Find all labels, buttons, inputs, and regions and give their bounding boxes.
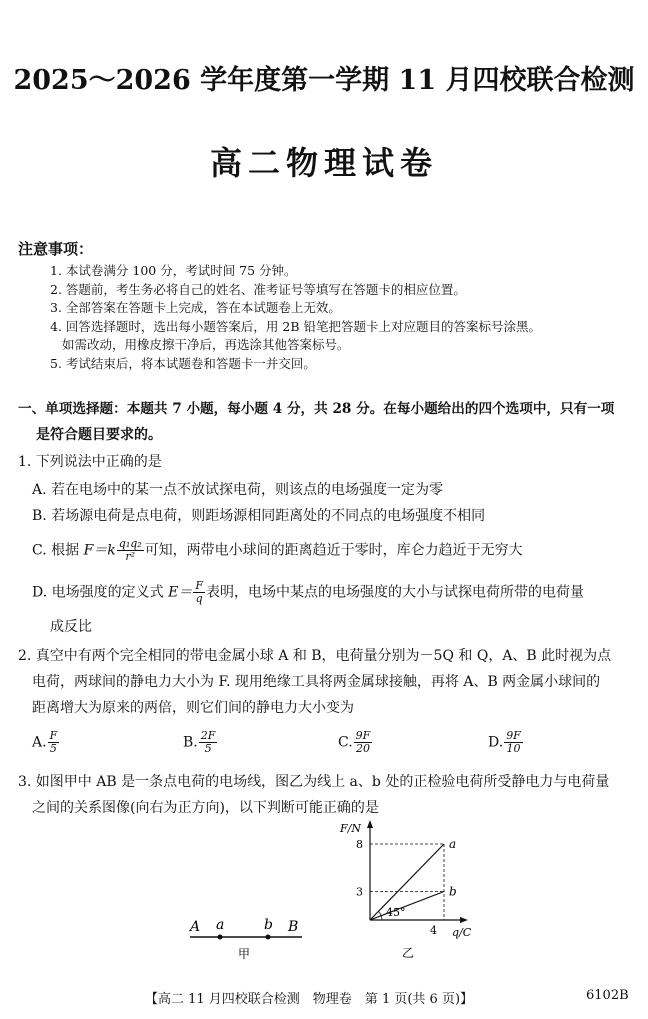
q1-option-b: B. 若场源电荷是点电荷，则距场源相同距离处的不同点的电场强度不相同 <box>32 508 486 524</box>
section-line: 一、单项选择题：本题共 7 小题，每小题 4 分，共 28 分。在每小题给出的四个选项中，只有一项 <box>18 401 615 417</box>
ylabel: F/N <box>340 822 361 835</box>
frac-num: 9F <box>506 729 521 742</box>
q2-option-label: A. <box>32 734 47 751</box>
note-item: 3. 全部答案在答题卡上完成，答在本试题卷上无效。 <box>50 300 341 315</box>
xlabel: q/C <box>452 926 472 939</box>
q2-line: 距离增大为原来的两倍，则它们间的静电力大小变为 <box>32 700 354 716</box>
q2-option-b <box>183 730 218 755</box>
q1-c-formula: F＝k <box>83 542 116 559</box>
x-axis-arrow <box>460 917 468 923</box>
notes-heading: 注意事项： <box>18 240 94 258</box>
q2-option-label: D. <box>488 734 504 751</box>
frac-den: 5 <box>49 742 57 755</box>
q1-option-d-cont: 成反比 <box>50 619 92 635</box>
exam-subtitle: 高二物理试卷 <box>209 144 438 182</box>
section-heading <box>18 396 638 448</box>
q2-option-fraction <box>48 730 60 755</box>
q1-d-den: q <box>195 592 203 605</box>
q1-c-num: q₁q₂ <box>118 537 142 550</box>
series-label-a: a <box>449 837 457 851</box>
q1-d-num: F <box>195 579 203 592</box>
exam-title: 2025～2026 学年度第一学期 11 月四校联合检测 <box>13 65 635 96</box>
q1-option-d <box>32 580 584 605</box>
paper-code: 6102B <box>586 988 629 1003</box>
q1-option-c <box>32 538 523 563</box>
note-item: 1. 本试卷满分 100 分，考试时间 75 分钟。 <box>50 263 297 278</box>
y-tick-8: 8 <box>356 838 363 851</box>
frac-num: 2F <box>200 729 216 742</box>
point-b-dot <box>266 935 271 940</box>
q2-option-d <box>488 730 524 755</box>
q2-option-fraction <box>199 730 218 755</box>
q3-line: 之间的关系图像(向右为正方向)，以下判断可能正确的是 <box>32 800 379 816</box>
q1-d-text: 表明，电场中某点的电场强度的大小与试探电荷所带的电荷量 <box>205 584 584 601</box>
q1-c-text: 可知，两带电小球间的距离趋近于零时，库仑力趋近于无穷大 <box>144 542 523 559</box>
note-item: 2. 答题前，考生务必将自己的姓名、准考证号等填写在答题卡的相应位置。 <box>50 281 466 297</box>
q1-c-prefix: C. 根据 <box>32 542 84 559</box>
y-tick-3: 3 <box>356 885 363 899</box>
point-a-dot <box>218 935 223 940</box>
q1-d-prefix: D. 电场强度的定义式 <box>32 584 169 601</box>
label-A: A <box>190 919 201 935</box>
q1-stem: 1. 下列说法中正确的是 <box>18 454 162 470</box>
q2-option-label: C. <box>338 734 353 751</box>
x-tick-4: 4 <box>430 924 437 937</box>
frac-den: 10 <box>506 742 521 755</box>
series-line-a <box>370 844 444 920</box>
angle-label: 45° <box>386 906 406 919</box>
note-item: 如需改动，用橡皮擦干净后，再选涂其他答案标号。 <box>62 337 350 352</box>
q1-d-formula: E＝ <box>168 584 193 601</box>
notes-list <box>50 262 640 373</box>
label-B: B <box>288 919 299 935</box>
q2-line: 电荷，两球间的静电力大小为 F. 现用绝缘工具将两金属球接触，再将 A、B 两金属小球间的 <box>32 674 601 690</box>
section-line: 是符合题目要求的。 <box>36 427 162 443</box>
q2-line: 2. 真空中有两个完全相同的带电金属小球 A 和 B，电荷量分别为－5Q 和 Q，A、B 此时视为点 <box>18 648 612 664</box>
q2-option-fraction <box>504 730 523 755</box>
label-a: a <box>216 917 225 933</box>
q1-d-fraction <box>193 580 205 605</box>
y-axis-arrow <box>367 820 373 828</box>
figure-jia <box>180 910 310 970</box>
q1-c-den: r² <box>125 550 136 563</box>
frac-den: 20 <box>355 742 370 755</box>
q2-option-a <box>32 730 60 755</box>
caption-jia: 甲 <box>238 947 251 961</box>
label-b: b <box>264 917 273 933</box>
q2-option-c <box>338 730 373 755</box>
note-item: 4. 回答选择题时，选出每小题答案后，用 2B 铅笔把答题卡上对应题目的答案标号涂黑。 <box>50 318 541 334</box>
q2-option-label: B. <box>183 734 198 751</box>
q2-option-fraction <box>354 730 373 755</box>
page-footer: 【高二 11 月四校联合检测 物理卷 第 1 页(共 6 页)】 <box>145 992 474 1007</box>
note-item: 5. 考试结束后，将本试题卷和答题卡一并交回。 <box>50 355 316 371</box>
caption-yi: 乙 <box>402 946 415 960</box>
q1-option-a: A. 若在电场中的某一点不放试探电荷，则该点的电场强度一定为零 <box>32 482 444 498</box>
series-label-b: b <box>449 884 457 899</box>
q3-line: 3. 如图甲中 AB 是一条点电荷的电场线，图乙为线上 a、b 处的正检验电荷所受静电力与电荷量 <box>18 774 610 790</box>
figure-yi <box>330 812 490 972</box>
frac-num: 9F <box>355 729 371 742</box>
frac-den: 5 <box>204 742 212 755</box>
frac-num: F <box>49 729 58 742</box>
q1-c-fraction <box>117 538 144 563</box>
